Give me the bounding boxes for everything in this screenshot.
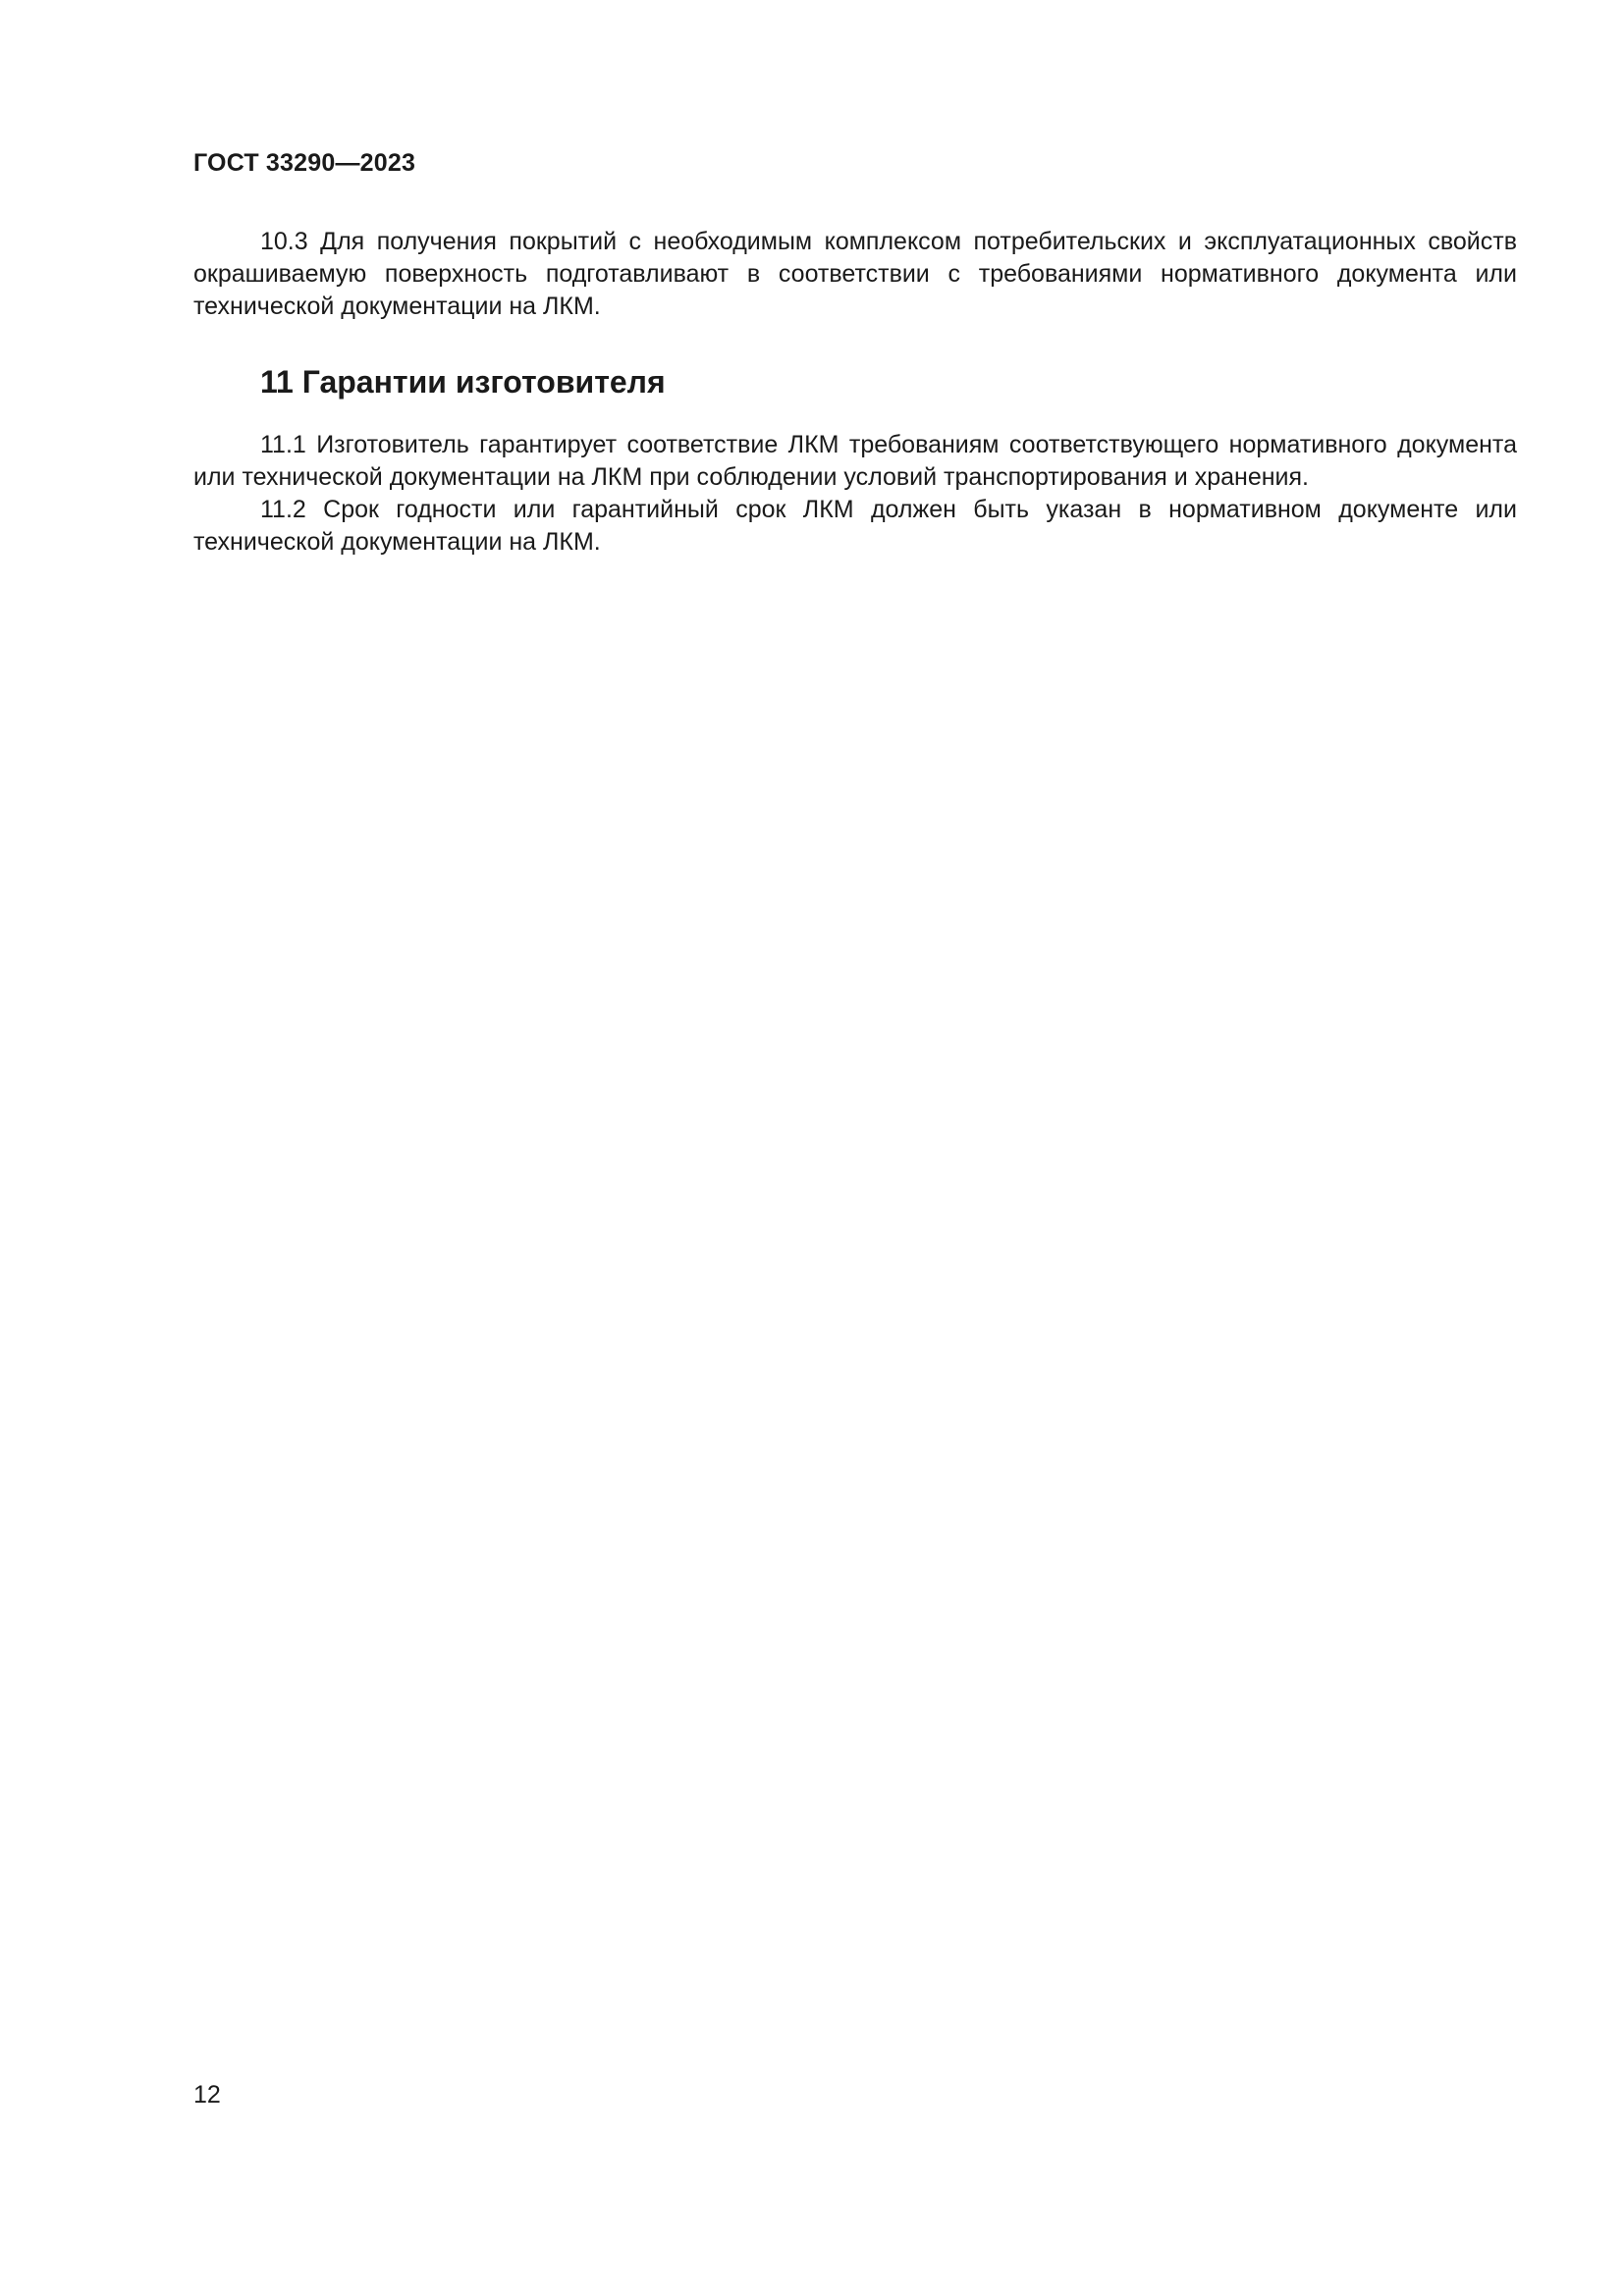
document-code-header: ГОСТ 33290—2023 <box>193 149 416 177</box>
paragraph-10-3: 10.3 Для получения покрытий с необходимым комплексом потребительских и эксплуатационных свойств окрашиваемую поверхность подготавливают в соответствии с требованиями нормативного документа или технической документации на ЛКМ. <box>193 228 1517 320</box>
page-content <box>193 226 1517 559</box>
page-number: 12 <box>193 2081 221 2109</box>
paragraph-11-2: 11.2 Срок годности или гарантийный срок ЛКМ должен быть указан в нормативном документе или технической документации на ЛКМ. <box>193 496 1517 556</box>
section-heading-11: 11 Гарантии изготовителя <box>260 364 666 400</box>
paragraph-11-1: 11.1 Изготовитель гарантирует соответствие ЛКМ требованиям соответствующего нормативного документа или технической документации на ЛКМ при соблюдении условий транспортирования и хранения. <box>193 431 1517 491</box>
